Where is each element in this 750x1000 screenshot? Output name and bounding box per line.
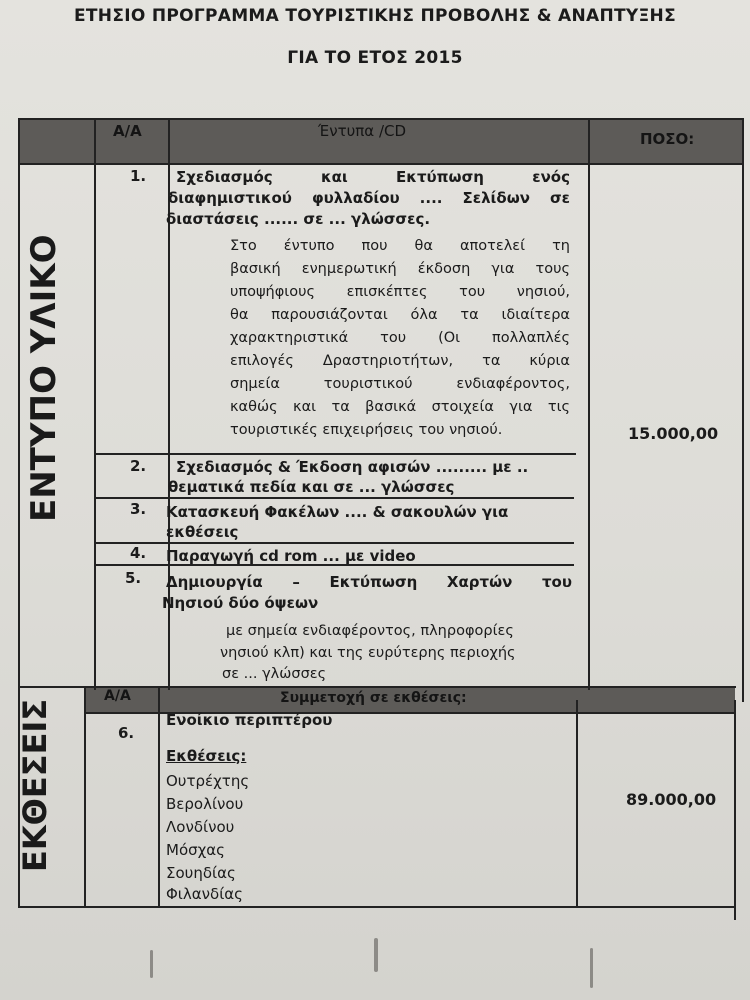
row2-title-line1: Σχεδιασμός & Έκδοση αφισών ......... με .. bbox=[176, 458, 529, 476]
exhibitions-subheading: Εκθέσεις: bbox=[166, 747, 247, 765]
row1-desc-line4: θα παρουσιάζονται όλα τα ιδιαίτερα bbox=[230, 307, 570, 323]
section2-amount: 89.000,00 bbox=[626, 790, 717, 809]
row1-title-line3: διαστάσεις ...... σε ... γλώσσες. bbox=[166, 210, 431, 228]
paper-smudge bbox=[590, 948, 593, 988]
row3-title-line2: εκθέσεις bbox=[166, 523, 239, 541]
document-subtitle: ΓΙΑ ΤΟ ΕΤΟΣ 2015 bbox=[287, 48, 463, 68]
row6-title: Ενοίκιο περιπτέρου bbox=[166, 711, 333, 729]
row2-number: 2. bbox=[130, 457, 147, 475]
exhibition-city: Φιλανδίας bbox=[166, 885, 243, 903]
row1-title-line2: διαφημιστικού φυλλαδίου .... Σελίδων σε bbox=[168, 189, 570, 207]
header-aa: Α/Α bbox=[113, 122, 142, 140]
row5-desc-line1: με σημεία ενδιαφέροντος, πληροφορίες bbox=[226, 623, 514, 639]
row2-title-line2: θεματικά πεδία και σε ... γλώσσες bbox=[168, 478, 455, 496]
row5-title-line2: Νησιού δύο όψεων bbox=[162, 594, 319, 612]
paper-smudge bbox=[374, 938, 378, 972]
section1-side-label: ΕΝΤΥΠΟ ΥΛΙΚΟ bbox=[24, 234, 64, 522]
exhibition-city: Λονδίνου bbox=[166, 818, 235, 836]
section2-side-label: ΕΚΘΕΣΕΙΣ bbox=[16, 698, 54, 872]
section2-header-aa: Α/Α bbox=[104, 688, 131, 704]
row5-desc-line2: νησιού κλπ) και της ευρύτερης περιοχής bbox=[220, 645, 516, 661]
section1-amount: 15.000,00 bbox=[628, 424, 719, 443]
document-title: ΕΤΗΣΙΟ ΠΡΟΓΡΑΜΜΑ ΤΟΥΡΙΣΤΙΚΗΣ ΠΡΟΒΟΛΗΣ & ΑΝΑΠΤΥΞΗΣ bbox=[73, 6, 676, 26]
row5-title-line1: Δημιουργία – Εκτύπωση Χαρτών του bbox=[166, 573, 572, 591]
row4-number: 4. bbox=[130, 544, 147, 562]
row1-title-line1: Σχεδιασμός και Εκτύπωση ενός bbox=[176, 168, 570, 186]
row5-number: 5. bbox=[125, 569, 142, 587]
row1-desc-line6: επιλογές Δραστηριοτήτων, τα κύρια bbox=[230, 353, 570, 369]
exhibition-city: Σουηδίας bbox=[166, 864, 236, 882]
row1-desc-line1: Στο έντυπο που θα αποτελεί τη bbox=[230, 238, 570, 254]
paper-smudge bbox=[150, 950, 153, 978]
row1-desc-line7: σημεία τουριστικού ενδιαφέροντος, bbox=[230, 376, 570, 392]
row3-number: 3. bbox=[130, 500, 147, 518]
exhibition-city: Ουτρέχτης bbox=[166, 772, 250, 790]
exhibition-city: Βερολίνου bbox=[166, 795, 244, 813]
row1-desc-line5: χαρακτηριστικά του (Οι πολλαπλές bbox=[230, 330, 570, 346]
row1-desc-line2: βασική ενημερωτική έκδοση για τους bbox=[230, 261, 570, 277]
row1-desc-line8: καθώς και τα βασικά στοιχεία για τις bbox=[230, 399, 570, 415]
row3-title-line1: Κατασκευή Φακέλων .... & σακουλών για bbox=[166, 503, 509, 521]
section2-header-title: Συμμετοχή σε εκθέσεις: bbox=[280, 690, 467, 706]
row6-number: 6. bbox=[118, 724, 135, 742]
row1-desc-line9: τουριστικές επιχειρήσεις του νησιού. bbox=[230, 422, 503, 438]
header-amount: ΠΟΣΟ: bbox=[640, 130, 695, 148]
row1-desc-line3: υποψήφιους επισκέπτες του νησιού, bbox=[230, 284, 570, 300]
row4-title-line1: Παραγωγή cd rom ... με video bbox=[166, 547, 416, 565]
row5-desc-line3: σε ... γλώσσες bbox=[222, 666, 327, 682]
header-item: Έντυπα /CD bbox=[318, 122, 407, 140]
row1-number: 1. bbox=[130, 167, 147, 185]
exhibition-city: Μόσχας bbox=[166, 841, 225, 859]
